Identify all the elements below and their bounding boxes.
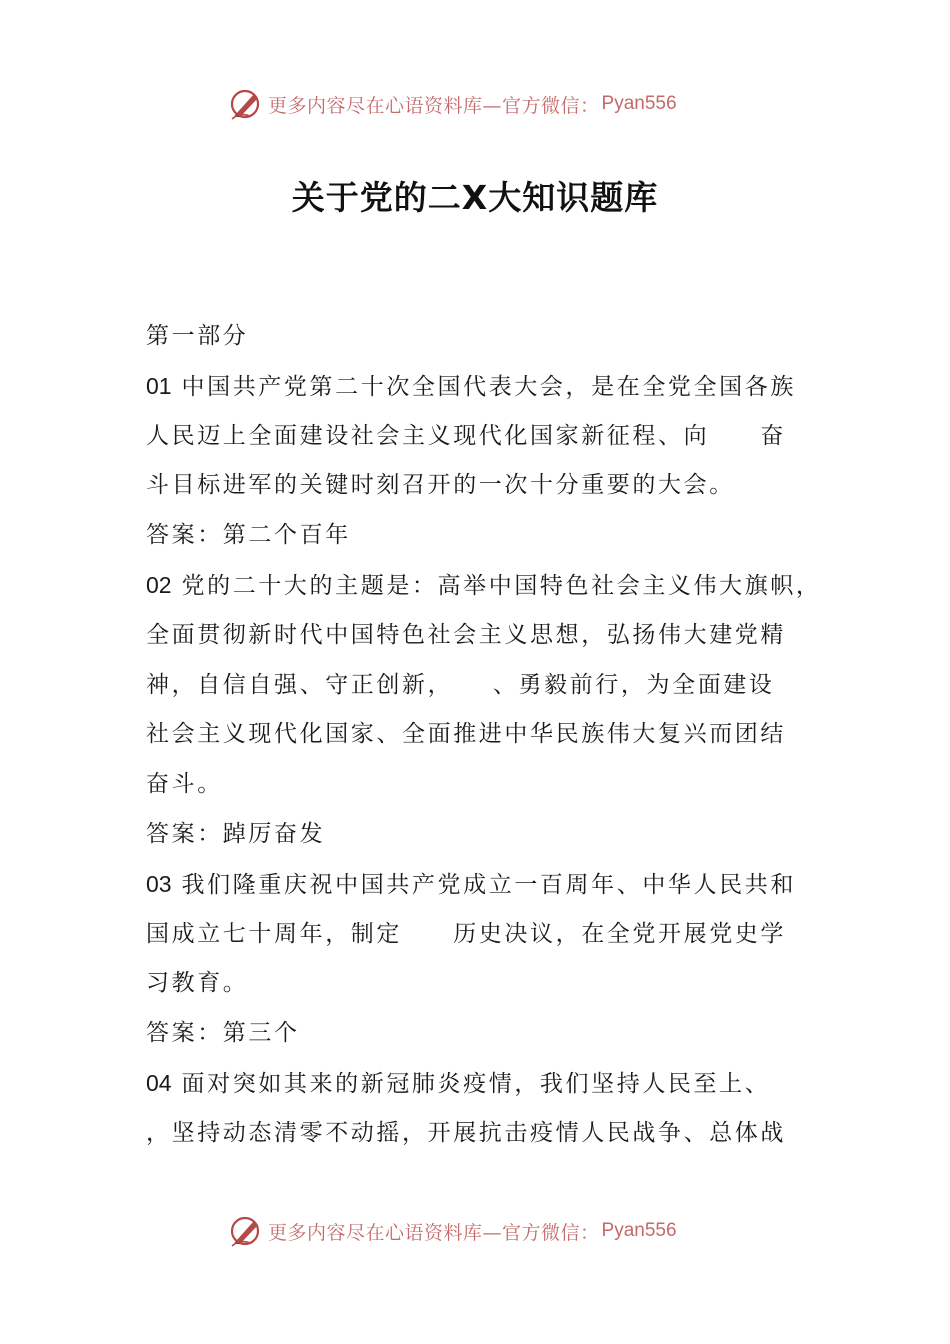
- question-line: [146, 561, 826, 611]
- document-body: [146, 312, 826, 1159]
- question-line: ，坚持动态清零不动摇，开展抗击疫情人民战争、总体战: [146, 1119, 786, 1146]
- question-line: 奋斗。: [146, 771, 223, 798]
- question-text: 中国共产党第二十次全国代表大会，是在全党全国各族: [181, 373, 796, 400]
- question-number: 01: [146, 372, 172, 399]
- question-text: 我们隆重庆祝中国共产党成立一百周年、中华人民共和: [181, 871, 796, 898]
- question-line: 斗目标进军的关键时刻召开的一次十分重要的大会。: [146, 472, 735, 499]
- question-number: 04: [146, 1069, 172, 1096]
- question-line: [146, 1059, 826, 1109]
- question-line: [146, 860, 826, 910]
- question-text: 党的二十大的主题是：高举中国特色社会主义伟大旗帜，: [181, 572, 822, 599]
- pen-logo-icon: [228, 1213, 264, 1249]
- question-line: 人民迈上全面建设社会主义现代化国家新征程、向 奋: [146, 422, 786, 449]
- question-number: 03: [146, 870, 172, 897]
- pen-logo-icon: [228, 86, 264, 122]
- question-number: 02: [146, 571, 172, 598]
- answer-line: 答案：第三个: [146, 1020, 300, 1047]
- banner-text: 更多内容尽在心语资料库—官方微信：: [268, 94, 600, 117]
- footer-banner: [228, 1211, 677, 1251]
- question-line: 习教育。: [146, 970, 249, 997]
- question-line: 神，自信自强、守正创新， 、勇毅前行，为全面建设: [146, 671, 775, 698]
- answer-line: 答案：第二个百年: [146, 522, 351, 549]
- question-text: 面对突如其来的新冠肺炎疫情，我们坚持人民至上、: [181, 1070, 771, 1097]
- wechat-id: Pyan556: [601, 1220, 677, 1241]
- question-line: 国成立七十周年，制定 历史决议，在全党开展党史学: [146, 920, 786, 947]
- question-line: [146, 362, 826, 412]
- question-line: 全面贯彻新时代中国特色社会主义思想，弘扬伟大建党精: [146, 621, 786, 648]
- document-title: 关于党的二X大知识题库: [291, 178, 659, 217]
- banner-text: 更多内容尽在心语资料库—官方微信：: [268, 1221, 600, 1244]
- wechat-id: Pyan556: [601, 93, 677, 114]
- header-banner: [228, 84, 677, 124]
- question-line: 社会主义现代化国家、全面推进中华民族伟大复兴而团结: [146, 721, 786, 748]
- section-heading: 第一部分: [146, 323, 249, 349]
- answer-line: 答案：踔厉奋发: [146, 820, 326, 847]
